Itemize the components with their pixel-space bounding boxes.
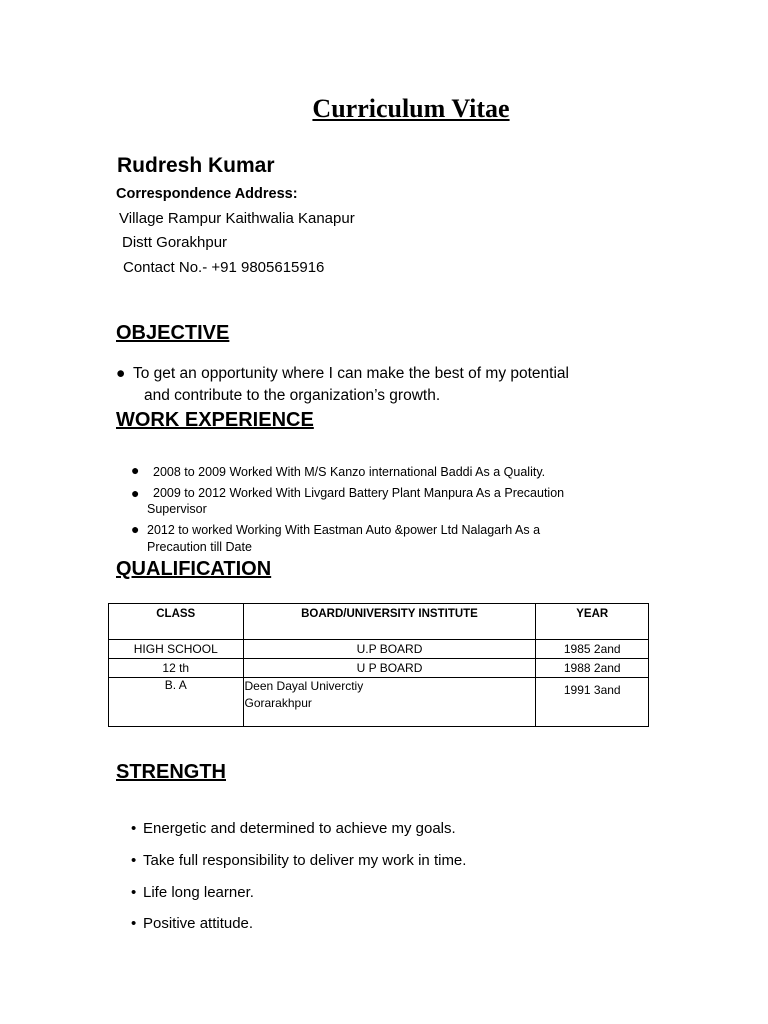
objective-heading: OBJECTIVE: [116, 322, 230, 344]
cell-class: B. A: [109, 678, 244, 727]
qualification-table: [108, 603, 649, 727]
objective-bullet: ●: [116, 365, 126, 382]
work-item-2-line-2: Supervisor: [147, 502, 207, 516]
cell-board: [243, 678, 536, 727]
work-experience-heading: WORK EXPERIENCE: [116, 409, 314, 431]
qualification-heading: QUALIFICATION: [116, 558, 272, 580]
column-header-year: YEAR: [536, 604, 649, 640]
objective-line-1: To get an opportunity where I can make the best of my potential: [133, 365, 569, 382]
strength-item: Take full responsibility to deliver my work in time.: [143, 852, 467, 869]
table-row: [109, 659, 649, 678]
contact-number: Contact No.- +91 9805615916: [123, 259, 325, 276]
strength-bullet: •: [131, 884, 137, 901]
strength-bullet: •: [131, 915, 137, 932]
cell-board-line-1: Deen Dayal Univerctiy: [244, 679, 364, 693]
work-item-1-line-1: 2008 to 2009 Worked With M/S Kanzo international Baddi As a Quality.: [153, 465, 546, 479]
address-line-2: Distt Gorakhpur: [122, 234, 228, 251]
table-header-row: [109, 604, 649, 640]
strength-bullet: •: [131, 820, 137, 837]
cell-year: 1988 2and: [536, 659, 649, 678]
cell-board-line-2: Gorarakhpur: [244, 696, 312, 710]
work-item-3-line-2: Precaution till Date: [147, 540, 252, 554]
strength-bullet: •: [131, 852, 137, 869]
candidate-name: Rudresh Kumar: [117, 154, 275, 177]
work-item-2-line-1: 2009 to 2012 Worked With Livgard Battery Plant Manpura As a Precaution: [153, 486, 565, 500]
table-row: [109, 640, 649, 659]
cell-class: 12 th: [109, 659, 244, 678]
cell-year: 1985 2and: [536, 640, 649, 659]
document-title: Curriculum Vitae: [312, 94, 510, 123]
cell-year: 1991 3and: [536, 678, 649, 727]
work-item-3-line-1: 2012 to worked Working With Eastman Auto &power Ltd Nalagarh As a: [147, 523, 541, 537]
strength-item: Positive attitude.: [143, 915, 254, 932]
column-header-class: CLASS: [109, 604, 244, 640]
objective-line-2: and contribute to the organization’s growth.: [144, 387, 441, 404]
address-label: Correspondence Address:: [116, 186, 298, 202]
strength-heading: STRENGTH: [116, 761, 226, 783]
work-bullet: ●: [131, 485, 140, 501]
work-bullet: ●: [131, 462, 140, 478]
cell-board: U P BOARD: [243, 659, 536, 678]
cell-board: U.P BOARD: [243, 640, 536, 659]
work-bullet: ●: [131, 521, 140, 537]
table-row: [109, 678, 649, 727]
cell-class: HIGH SCHOOL: [109, 640, 244, 659]
strength-item: Life long learner.: [143, 884, 254, 901]
strength-item: Energetic and determined to achieve my goals.: [143, 820, 456, 837]
column-header-board: BOARD/UNIVERSITY INSTITUTE: [243, 604, 536, 640]
address-line-1: Village Rampur Kaithwalia Kanapur: [119, 210, 355, 227]
